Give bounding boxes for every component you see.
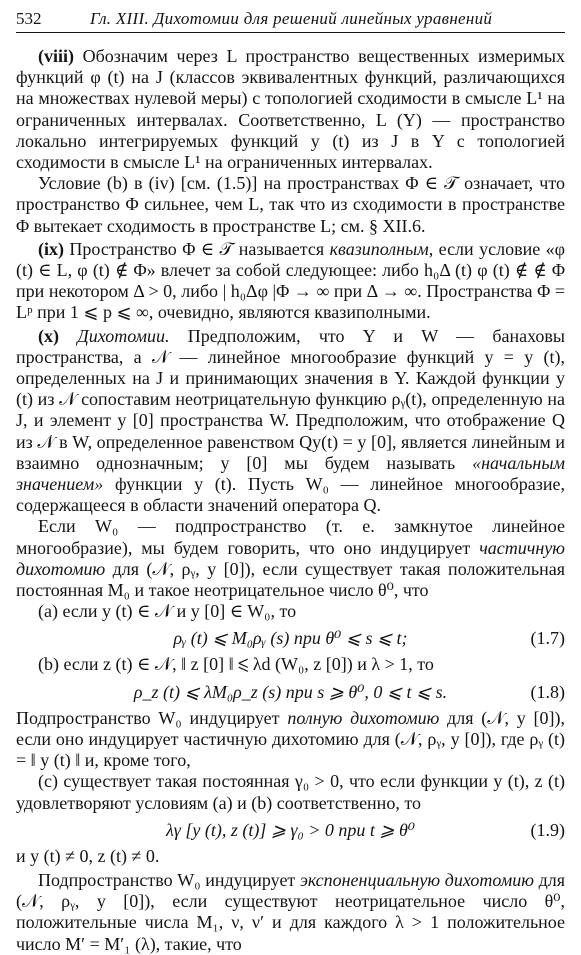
equation-1-9 bbox=[16, 820, 565, 842]
exp-text-1: Подпространство W₀ индуцирует bbox=[38, 869, 296, 890]
paragraph-condition-b: Условие (b) в (iv) [см. (1.5)] на пространствах Φ ∈ 𝒯 означает, что пространство Φ сильнее, чем L, так что из сходимости в пространстве Φ вытекает сходимость в пространстве L; см. § XII.6. bbox=[16, 173, 565, 236]
running-header bbox=[16, 6, 565, 33]
equation-1-9-expression: λγ [y (t), z (t)] ⩾ γ₀ > 0 при t ⩾ θ⁰ bbox=[165, 819, 416, 840]
term-exponential-dichotomy: экспоненциальную дихотомию bbox=[299, 869, 534, 890]
equation-1-8-expression: ρ_z (t) ⩽ λM₀ρ_z (s) при s ⩾ θ⁰, 0 ⩽ t ⩽ s. bbox=[133, 681, 448, 702]
term-dichotomies: Дихотомии. bbox=[77, 325, 170, 346]
equation-1-7 bbox=[16, 628, 565, 650]
paragraph-x-text-2: функции y (t). Пусть W₀ — линейное многообразие, содержащееся в области значений оператора Q. bbox=[16, 474, 566, 516]
condition-nonzero: и y (t) ≠ 0, z (t) ≠ 0. bbox=[16, 845, 160, 866]
page-number: 532 bbox=[16, 9, 42, 28]
paragraph-exponential-dichotomy bbox=[16, 870, 565, 955]
paragraph-viii-text: Обозначим через L пространство вещественных измеримых функций φ (t) на J (классов эквивалентных функций, различающихся на множествах нулевой меры) с топологией сходимости в смысле L¹ на ограниченных интервалах. Соответственно, L (Y) — пространство локально интегрируемых функций y (t) из J в Y с топологией сходимости в смысле L¹ на ограниченных интервалах. bbox=[16, 46, 565, 173]
item-label-ix: (ix) bbox=[38, 238, 64, 259]
paragraph-ix bbox=[16, 239, 565, 324]
full-text-1: Подпространство W₀ индуцирует bbox=[16, 707, 280, 728]
equation-1-7-number: (1.7) bbox=[530, 628, 565, 649]
item-label-viii: (viii) bbox=[38, 46, 74, 66]
full-text-2: для (𝒩, y [0]), если оно индуцирует частичную дихотомию для (𝒩, ρᵧ, y [0]), где ρᵧ (t) = ‖ y (t) ‖ и, кроме того, bbox=[16, 707, 566, 771]
equation-1-8 bbox=[16, 682, 565, 704]
paragraph-x bbox=[16, 326, 565, 517]
paragraph-full-dichotomy bbox=[16, 708, 565, 772]
term-full-dichotomy: полную дихотомию bbox=[287, 707, 440, 728]
condition-b2: (b) если z (t) ∈ 𝒩, ‖ z [0] ‖ ⩽ λd (W₀, z [0]) и λ > 1, то bbox=[38, 654, 434, 675]
equation-1-8-number: (1.8) bbox=[530, 681, 565, 702]
term-quasicomplete: квазиполным bbox=[329, 238, 429, 259]
condition-c: (c) существует такая постоянная γ₀ > 0, что если функции y (t), z (t) удовлетворяют условиям (a) и (b) соответственно, то bbox=[16, 771, 565, 813]
paragraph-viii bbox=[16, 46, 565, 173]
term-initial-value: «начальным значением» bbox=[16, 452, 566, 495]
paragraph-ix-text-after: , если условие «φ (t) ∈ L, φ (t) ∉ Φ» влечет за собой следующее: либо h₀Δ (t) φ (t) ∉ ∉ Φ при некотором Δ > 0, либо | h₀Δφ |Φ → ∞ при Δ → ∞. Пространства Φ = Lᵖ при 1 ⩽ p ⩽ ∞, очевидно, являются квазиполными. bbox=[16, 238, 565, 323]
equation-1-7-expression: ρᵧ (t) ⩽ M₀ρᵧ (s) при θ⁰ ⩽ s ⩽ t; bbox=[173, 628, 408, 649]
term-partial-dichotomy: частичную дихотомию bbox=[16, 537, 565, 579]
equation-1-9-number: (1.9) bbox=[530, 819, 565, 840]
paragraph-partial-dichotomy bbox=[16, 516, 565, 601]
paragraph-ix-text-before: Пространство Φ ∈ 𝒯 называется bbox=[69, 238, 325, 259]
paragraph-x-text-1: Предположим, что Y и W — банаховы пространства, а 𝒩 — линейное многообразие функций y = y (t), определенных на J и принимающих значения в Y. Каждой функции y (t) из 𝒩 сопоставим неотрицательную функцию ρᵧ(t), определенную на J, и элемент y [0] пространства W. Предположим, что отображение Q из 𝒩 в W, определенное равенством Qy(t) = y [0], является линейным и взаимно однозначным; y [0] мы будем называть bbox=[16, 325, 566, 473]
item-label-x: (x) bbox=[38, 325, 59, 346]
condition-a: (a) если y (t) ∈ 𝒩 и y [0] ∈ W₀, то bbox=[38, 601, 297, 622]
partial-text-1: Если W₀ — подпространство (т. е. замкнутое линейное многообразие), мы будем говорить, что оно индуцирует bbox=[16, 516, 565, 558]
exp-text-2: для (𝒩, ρᵧ, y [0]), если существуют неотрицательное число θ⁰, положительные числа M₁, ν, ν′ и для каждого λ > 1 положительное число M′ = M′₁ (λ), такие, что bbox=[16, 869, 565, 954]
running-title: Гл. XIII. Дихотомии для решений линейных уравнений bbox=[90, 9, 493, 28]
partial-text-2: для (𝒩, ρᵧ, y [0]), если существует такая положительная постоянная M₀ и такое неотрицательное число θ⁰, что bbox=[16, 558, 566, 601]
page-body bbox=[16, 44, 565, 955]
